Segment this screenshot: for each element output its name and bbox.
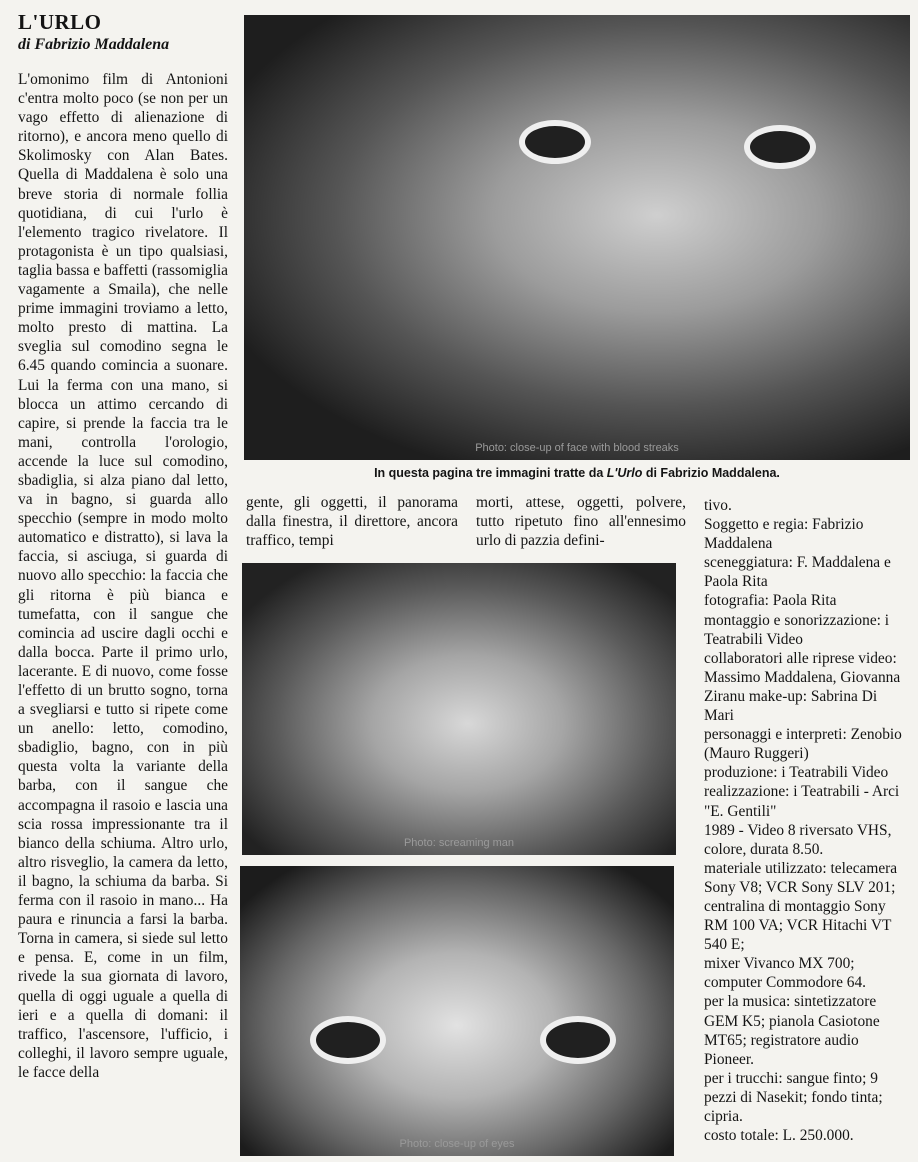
- eye-left-decoration: [310, 1016, 386, 1064]
- credit-line: per i trucchi: sangue finto; 9 pezzi di Nasekit; fondo tinta; cipria.: [704, 1069, 883, 1125]
- article-column-2: gente, gli oggetti, il panorama dalla finestra, il direttore, ancora traffico, tempi: [246, 494, 458, 550]
- credit-line: costo totale: L. 250.000.: [704, 1127, 854, 1145]
- article-title: L'URLO: [18, 10, 102, 34]
- credit-line: personaggi e interpreti: Zenobio (Mauro Ruggeri): [704, 726, 902, 763]
- column-4-start: tivo.: [704, 497, 732, 514]
- credit-line: mixer Vivanco MX 700; computer Commodore 64.: [704, 955, 866, 992]
- credit-line: collaboratori alle riprese video: Massimo Maddalena, Giovanna Ziranu make-up: Sabrina Di Mari: [704, 649, 901, 725]
- caption-film-title: L'Urlo: [606, 466, 643, 480]
- eye-right-decoration: [540, 1016, 616, 1064]
- caption-suffix: di Fabrizio Maddalena.: [642, 466, 780, 480]
- eye-left-decoration: [519, 120, 591, 164]
- credit-line: per la musica: sintetizzatore GEM K5; pianola Casiotone MT65; registratore audio Pioneer.: [704, 993, 880, 1068]
- photo-screaming-man: [242, 563, 676, 855]
- article-column-3: morti, attese, oggetti, polvere, tutto ripetuto fino all'ennesimo urlo di pazzia defini-: [476, 494, 686, 550]
- photo-caption: [244, 466, 910, 480]
- credit-line: sceneggiatura: F. Maddalena e Paola Rita: [704, 554, 891, 591]
- credit-line: realizzazione: i Teatrabili - Arci "E. Gentili": [704, 783, 900, 820]
- credit-line: centralina di montaggio Sony RM 100 VA; VCR Hitachi VT 540 E;: [704, 897, 892, 954]
- credit-line: 1989 - Video 8 riversato VHS, colore, durata 8.50.: [704, 821, 892, 858]
- article-byline: di Fabrizio Maddalena: [18, 36, 170, 53]
- photo-eyes-closeup: [240, 866, 674, 1156]
- credit-line: Soggetto e regia: Fabrizio Maddalena: [704, 516, 864, 553]
- photo-bloody-face: [244, 15, 910, 460]
- credit-line: montaggio e sonorizzazione: i Teatrabili Video: [704, 611, 890, 648]
- credits-column: [704, 496, 906, 1160]
- eye-right-decoration: [744, 125, 816, 169]
- caption-prefix: In questa pagina tre immagini tratte da: [374, 466, 607, 480]
- photo-placeholder-label: Photo: close-up of face with blood streaks: [475, 442, 679, 454]
- photo-placeholder-label: Photo: screaming man: [403, 837, 515, 849]
- credit-line: produzione: i Teatrabili Video: [704, 764, 889, 782]
- credit-line: fotografia: Paola Rita: [704, 592, 837, 610]
- photo-placeholder-label: Photo: close-up of eyes: [399, 1138, 515, 1150]
- credit-line: materiale utilizzato: telecamera Sony V8; VCR Sony SLV 201;: [704, 859, 898, 896]
- article-column-1: L'omonimo film di Antonioni c'entra molto poco (se non per un vago effetto di alienazione di ritorno), e ancora meno quello di Skolimosky con Alan Bates. Quella di Maddalena è solo una breve storia di normale follia quotidiana, di cui l'urlo è l'elemento tragico rivelatore. Il protagonista è un tipo qualsiasi, taglia bassa e baffetti (rassomiglia vagamente a Smaila), che nelle prime immagini troviamo a letto, molto presto di mattina. La sveglia sul comodino segna le 6.45 quando comincia a suonare. Lui la ferma con una mano, si blocca un attimo cercando di capire, si prende la faccia tra le mani, controlla l'orologio, accende la luce sul comodino, sbadiglia, si alza piano dal letto, va in bagno, si guarda allo specchio (sempre in modo molto automatico e distratto), si lava la faccia, si asciuga, si guarda di nuovo allo specchio: la faccia che gli ritorna è più bianca e tumefatta, con il sangue che comincia ad uscire dagli occhi e dalla bocca. Parte il primo urlo, lacerante. E di nuovo, come fosse l'effetto di un brutto sogno, torna a svegliarsi e tutto si ripete come un anello: letto, comodino, sbadiglio, bagno, con in più questa volta la variante della barba, con il sangue che accompagna il rasoio e lascia una scia rossa impressionante tra il bianco della schiuma. Altro urlo, altro risveglio, la camera da letto, il bagno, la schiuma da barba. Si ferma con il rasoio in mano... Ha paura e rinuncia a farsi la barba. Torna in camera, si siede sul letto e pensa. E, come in un film, rivede la sua giornata di lavoro, quella di oggi uguale a quella di ieri e a quella di domani: il traffico, l'ascensore, l'ufficio, i colleghi, il lavoro sempre uguale, le facce della: [18, 71, 228, 1081]
